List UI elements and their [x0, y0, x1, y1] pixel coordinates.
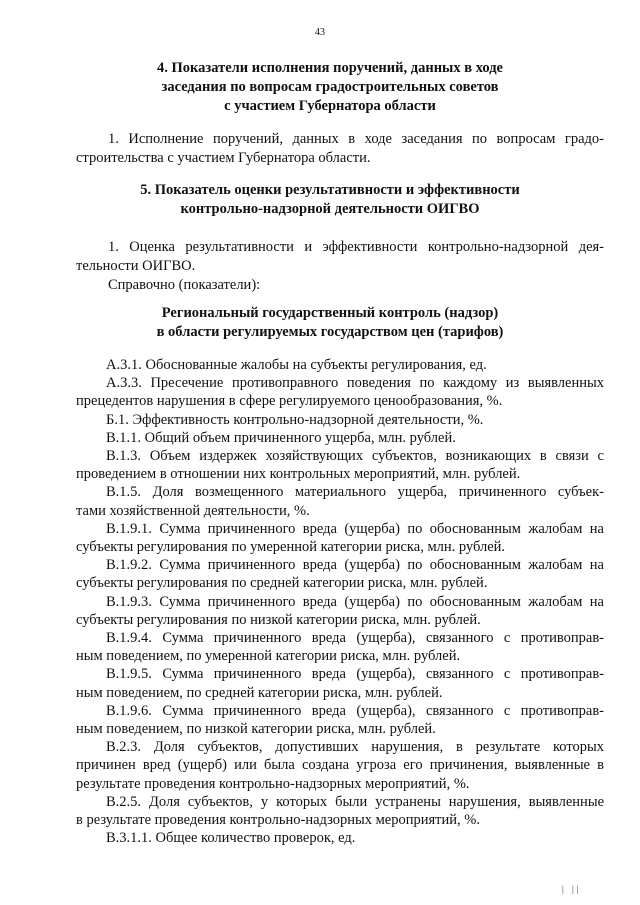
indicator-item [76, 829, 604, 847]
subsection-heading-line: Региональный государственный контроль (надзор) [161, 305, 499, 321]
indicator-line: причинен вред (ущерб) или была создана угроза его причинения, выявленные в [76, 757, 604, 774]
indicator-line: субъекты регулирования по низкой категории риска, млн. рублей. [76, 611, 481, 628]
indicator-item [76, 447, 604, 483]
indicator-item [76, 556, 604, 592]
indicator-line: ным поведением, по умеренной категории риска, млн. рублей. [76, 648, 461, 665]
section-5-heading [70, 181, 590, 219]
indicator-line: В.1.9.2. Сумма причиненного вреда (ущерба) по обоснованным жалобам на [106, 557, 604, 574]
section-5-item-line: тельности ОИГВО. [76, 258, 196, 274]
section-5-heading-line: контрольно-надзорной деятельности ОИГВО [180, 201, 480, 217]
section-4-heading [70, 59, 590, 116]
indicator-item [76, 593, 604, 629]
indicator-line: ным поведением, по средней категории риска, млн. рублей. [76, 684, 443, 701]
indicator-item [76, 738, 604, 793]
indicator-line: В.2.3. Доля субъектов, допустивших нарушения, в результате которых [106, 739, 604, 756]
indicator-item [76, 429, 604, 447]
page-number: 43 [315, 27, 325, 38]
indicator-line: проведением в отношении них контрольных мероприятий, млн. рублей. [76, 466, 521, 483]
section-5-heading-line: 5. Показатель оценки результативности и эффективности [140, 182, 520, 198]
indicator-line: субъекты регулирования по средней категории риска, млн. рублей. [76, 575, 488, 592]
reference-label: Справочно (показатели): [108, 277, 261, 293]
indicator-item [76, 520, 604, 556]
indicator-line: В.1.1. Общий объем причиненного ущерба, млн. рублей. [106, 429, 456, 446]
indicator-line: В.1.9.4. Сумма причиненного вреда (ущерба), связанного с противоправ- [106, 630, 604, 647]
indicator-line: В.1.9.3. Сумма причиненного вреда (ущерба) по обоснованным жалобам на [106, 593, 604, 610]
indicator-line: в результате проведения контрольно-надзорных мероприятий, %. [76, 812, 480, 829]
section-4-item-line: строительства с участием Губернатора области. [76, 150, 371, 166]
indicator-line: Б.1. Эффективность контрольно-надзорной деятельности, %. [106, 411, 484, 428]
section-4-item-line: 1. Исполнение поручений, данных в ходе заседания по вопросам градо- [108, 131, 604, 147]
indicator-line: ным поведением, по низкой категории риска, млн. рублей. [76, 721, 436, 738]
footer-mark: | || [562, 884, 582, 894]
indicator-item [76, 793, 604, 829]
indicator-line: В.1.9.5. Сумма причиненного вреда (ущерба), связанного с противоправ- [106, 666, 604, 683]
indicator-item [76, 665, 604, 701]
indicator-line: В.1.3. Объем издержек хозяйствующих субъектов, возникающих в связи с [106, 448, 604, 465]
indicator-line: А.3.1. Обоснованные жалобы на субъекты регулирования, ед. [106, 357, 487, 373]
section-4-heading-line: 4. Показатели исполнения поручений, данных в ходе [157, 60, 503, 76]
indicator-line: В.1.9.1. Сумма причиненного вреда (ущерба) по обоснованным жалобам на [106, 520, 604, 537]
indicator-item [76, 483, 604, 519]
indicator-item [76, 629, 604, 665]
indicator-line: В.3.1.1. Общее количество проверок, ед. [106, 830, 356, 847]
indicator-item [76, 374, 604, 410]
section-4-item [76, 130, 604, 168]
indicator-line: тами хозяйственной деятельности, %. [76, 502, 310, 519]
subsection-heading [70, 304, 590, 342]
indicator-line: В.2.5. Доля субъектов, у которых были устранены нарушения, выявленные [106, 793, 604, 810]
indicator-line: прецедентов нарушения в сфере регулируемого ценообразования, %. [76, 393, 503, 410]
indicator-item [76, 356, 604, 374]
indicator-line: В.1.9.6. Сумма причиненного вреда (ущерба), связанного с противоправ- [106, 702, 604, 719]
indicator-line: А.3.3. Пресечение противоправного поведения по каждому из выявленных [106, 375, 604, 392]
indicator-line: В.1.5. Доля возмещенного материального ущерба, причиненного субъек- [106, 484, 604, 501]
section-5-item [76, 238, 604, 295]
indicator-list [76, 356, 604, 847]
indicator-line: субъекты регулирования по умеренной категории риска, млн. рублей. [76, 539, 506, 556]
section-4-heading-line: с участием Губернатора области [224, 98, 436, 114]
indicator-item [76, 702, 604, 738]
section-5-item-line: 1. Оценка результативности и эффективности контрольно-надзорной дея- [108, 239, 604, 255]
indicator-item [76, 411, 604, 429]
subsection-heading-line: в области регулируемых государством цен (тарифов) [156, 324, 504, 340]
indicator-line: результате проведения контрольно-надзорных мероприятий, %. [76, 775, 470, 792]
section-4-heading-line: заседания по вопросам градостроительных советов [161, 79, 499, 95]
